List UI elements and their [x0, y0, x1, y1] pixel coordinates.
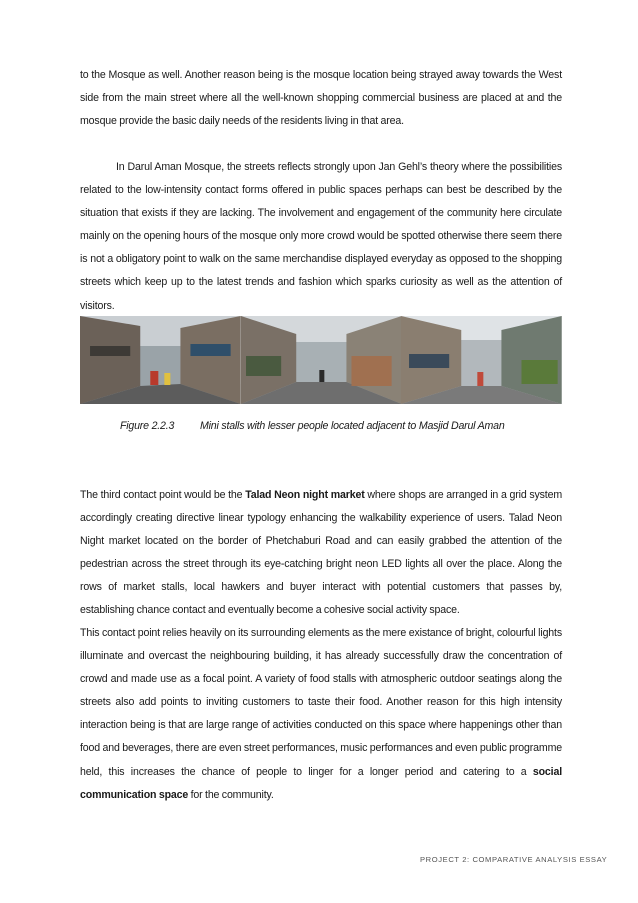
street-photo-middle — [241, 316, 402, 404]
paragraph-contact-point — [80, 622, 562, 807]
street-photo-right — [401, 316, 562, 404]
p3-bold-talad-neon: Talad Neon night market — [245, 489, 365, 501]
p3-text-a: The third contact point would be the — [80, 489, 246, 501]
paragraph-talad-neon — [80, 484, 562, 623]
p4-bold-social-space: social communication space — [80, 765, 562, 801]
paragraph-mosque-location: to the Mosque as well. Another reason being is the mosque location being strayed away towards the West side from the main street where all the well-known shopping commercial business are placed at and the mosque provide the basic daily needs of the residents living in that area. — [80, 69, 562, 128]
figure-caption — [120, 420, 580, 432]
page-footer: PROJECT 2: COMPARATIVE ANALYSIS ESSAY — [420, 855, 608, 864]
p4-text-a: This contact point relies heavily on its surrounding elements as the mere existance of bright, colourful lights illuminate and overcast the neighbouring building, it has already successfully draw the concentration of crowd and made use as a focal point. A variety of food stalls with atmospheric outdoor seatings along the streets also add points to inviting customers to taste their food. Another reason for this high intensity interaction being is that are large range of activities conducted on this space where happenings other than food and beverages, there are even street performances, music performances and even public programme held, this increases the chance of people to linger for a longer period and catering to a — [80, 627, 562, 778]
figure-number: Figure 2.2.3 — [120, 420, 175, 432]
figure-caption-text: Mini stalls with lesser people located adjacent to Masjid Darul Aman — [200, 420, 505, 432]
figure-photo-strip — [80, 316, 562, 404]
p3-text-b: where shops are arranged in a grid system accordingly creating directive linear typology enhancing the walkability experience of users. Talad Neon Night market located on the border of Phetchaburi Road and can easily grabbed the attention of the pedestrian across the street through its eye-catching bright neon LED lights all over the place. Along the rows of market stalls, local hawkers and buyer interact with potential customers that passes by, establishing chance contact and eventually become a cohesive social activity space. — [80, 489, 563, 617]
street-photo-left — [80, 316, 241, 404]
p4-text-b: for the community. — [188, 788, 274, 801]
paragraph-darul-aman: In Darul Aman Mosque, the streets reflects strongly upon Jan Gehl’s theory where the possibilities related to the low-intensity contact forms offered in public spaces perhaps can best be described by the situation that exists if they are lacking. The involvement and engagement of the community here circulate mainly on the opening hours of the mosque only more crowd would be spotted otherwise there seem there is not a obligatory point to walk on the same merchandise displayed everyday as opposed to the shopping streets which keep up to the latest trends and fashion which sparks curiosity as well as the attention of visitors. — [80, 161, 562, 312]
